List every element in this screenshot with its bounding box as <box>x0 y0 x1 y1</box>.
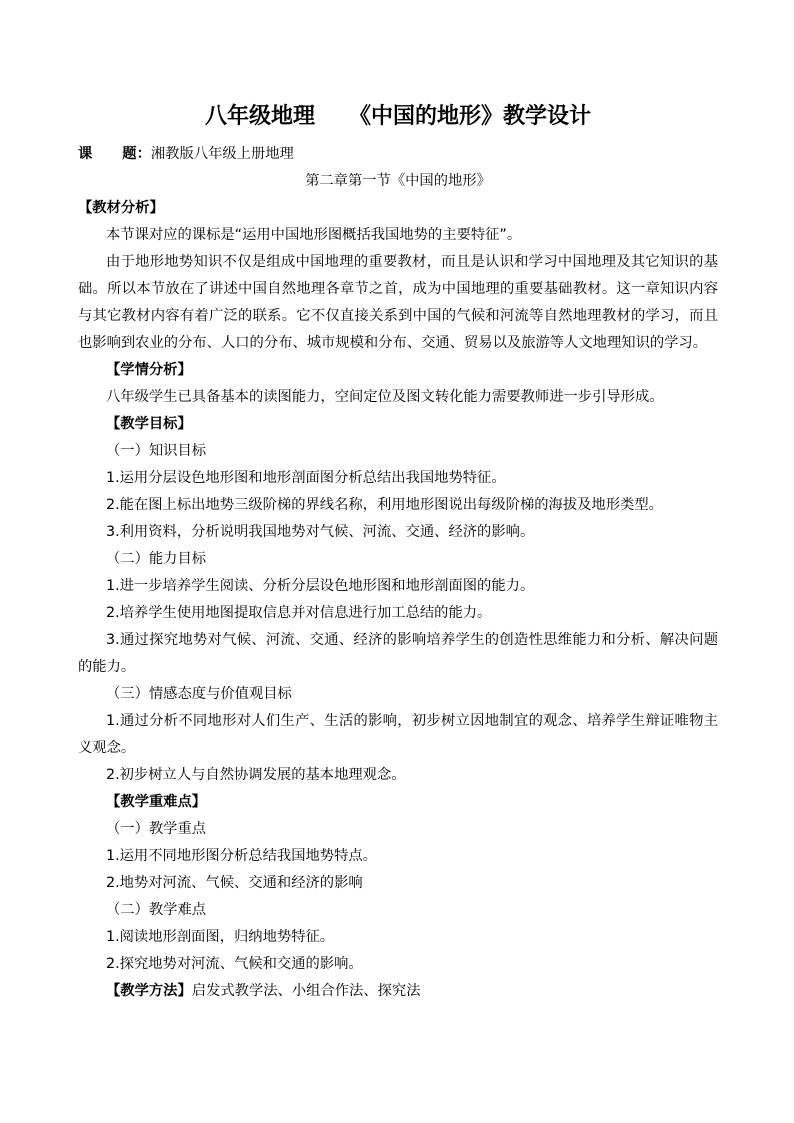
paragraph-learner-analysis: 八年级学生已具备基本的读图能力，空间定位及图文转化能力需要教师进一步引导形成。 <box>106 389 664 405</box>
subject-label: 课 题： <box>78 146 151 162</box>
teaching-methods-row <box>78 978 718 1005</box>
knowledge-goal-1: 1.运用分层设色地形图和地形剖面图分析总结出我国地势特征。 <box>106 470 506 486</box>
section-heading-jiaocai: 【教材分析】 <box>78 200 164 216</box>
section-heading-zhongnandian: 【教学重难点】 <box>106 794 207 810</box>
section-heading-xueqing: 【学情分析】 <box>106 362 192 378</box>
subheading-knowledge-goals: （一）知识目标 <box>106 443 207 459</box>
ability-goal-1: 1.进一步培养学生阅读、分析分层设色地形图和地形剖面图的能力。 <box>106 578 535 594</box>
subheading-attitude-goals: （三）情感态度与价值观目标 <box>106 686 292 702</box>
title-grade: 八年级地理 <box>204 104 315 129</box>
title-topic: 《中国的地形》教学设计 <box>349 104 592 129</box>
document-title <box>78 102 718 132</box>
difficult-point-1: 1.阅读地形剖面图，归纳地势特征。 <box>106 929 335 945</box>
teaching-methods-text: 启发式教学法、小组合作法、探究法 <box>191 983 421 999</box>
paragraph-textbook-analysis: 由于地形地势知识不仅是组成中国地理的重要教材，而且是认识和学习中国地理及其它知识的基础。所以本节放在了讲述中国自然地理各章节之首，成为中国地理的重要基础教材。这一章知识内容与其它教材内容有着广泛的联系。它不仅直接关系到中国的气候和河流等自然地理教材的学习，而且也影响到农业的分布、人口的分布、城市规模和分布、交通、贸易以及旅游等人文地理知识的学习。 <box>78 254 718 351</box>
subheading-ability-goals: （二）能力目标 <box>106 551 207 567</box>
knowledge-goal-2: 2.能在图上标出地势三级阶梯的界线名称，利用地形图说出每级阶梯的海拔及地形类型。 <box>106 497 663 513</box>
ability-goal-2: 2.培养学生使用地图提取信息并对信息进行加工总结的能力。 <box>106 605 492 621</box>
paragraph-curriculum-standard: 本节课对应的课标是“运用中国地形图概括我国地势的主要特征”。 <box>106 227 522 243</box>
ability-goal-3: 3.通过探究地势对气候、河流、交通、经济的影响培养学生的创造性思维能力和分析、解决问题的能力。 <box>78 632 718 675</box>
knowledge-goal-3: 3.利用资料，分析说明我国地势对气候、河流、交通、经济的影响。 <box>106 524 535 540</box>
section-heading-fangfa: 【教学方法】 <box>106 983 192 999</box>
section-heading-mubiao: 【教学目标】 <box>106 416 192 432</box>
key-point-1: 1.运用不同地形图分析总结我国地势特点。 <box>106 848 377 864</box>
attitude-goal-1: 1.通过分析不同地形对人们生产、生活的影响，初步树立因地制宜的观念、培养学生辩证唯物主义观念。 <box>78 713 718 756</box>
subject-row <box>78 141 718 168</box>
chapter-line: 第二章第一节《中国的地形》 <box>305 173 491 189</box>
key-point-2: 2.地势对河流、气候、交通和经济的影响 <box>106 875 363 891</box>
subject-value: 湘教版八年级上册地理 <box>150 146 294 162</box>
subheading-key-points: （一）教学重点 <box>106 821 207 837</box>
difficult-point-2: 2.探究地势对河流、气候和交通的影响。 <box>106 956 363 972</box>
attitude-goal-2: 2.初步树立人与自然协调发展的基本地理观念。 <box>106 767 406 783</box>
subheading-difficult-points: （二）教学难点 <box>106 902 207 918</box>
document-body <box>78 102 718 1005</box>
